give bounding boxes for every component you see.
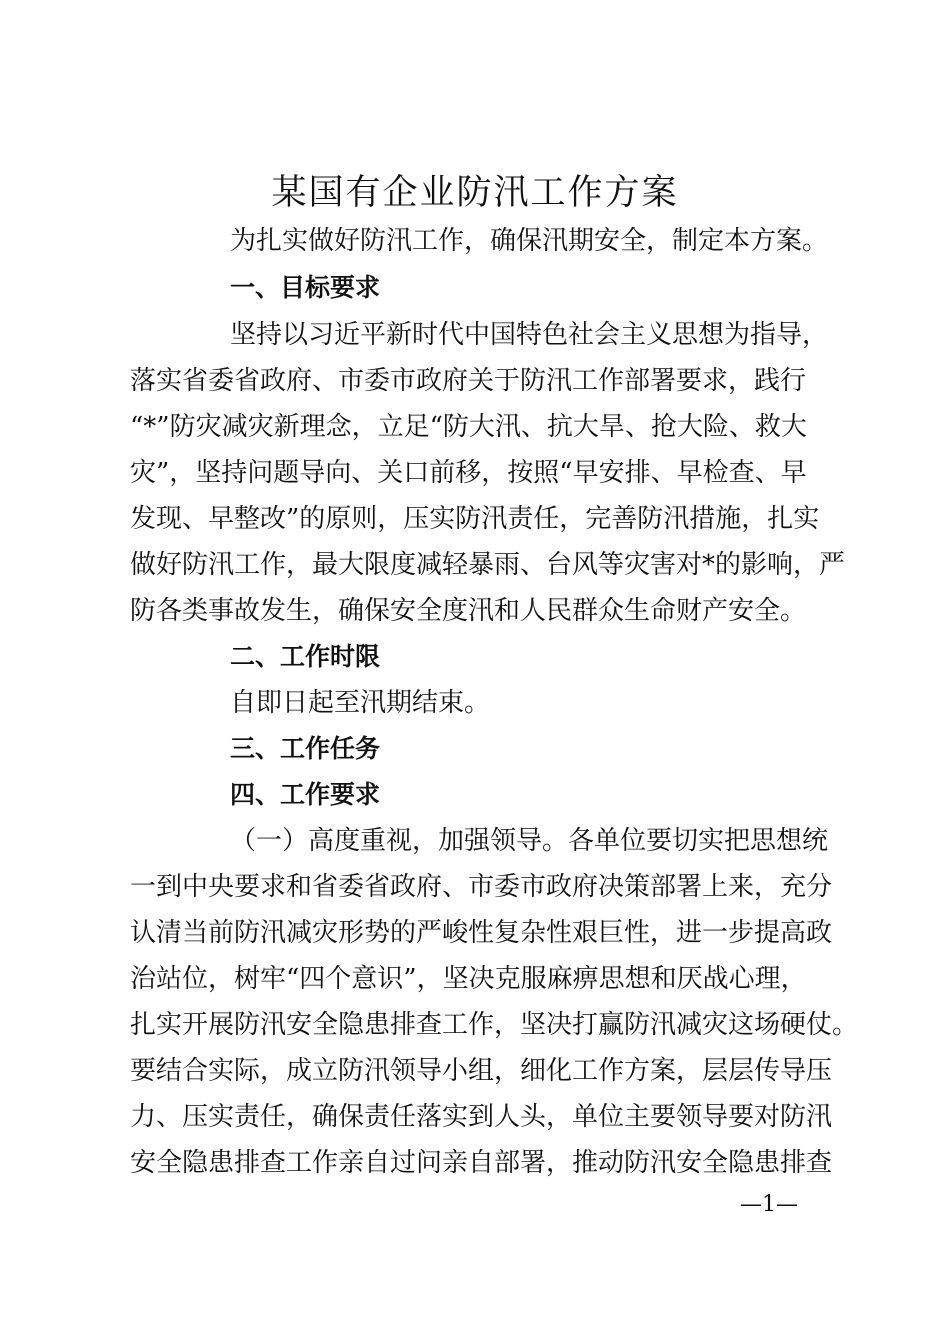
body-line: 一到中央要求和省委省政府、市委市政府决策部署上来，充分: [130, 872, 833, 902]
body-line: 要结合实际，成立防汛领导小组，细化工作方案，层层传导压: [130, 1056, 833, 1086]
body-line: 防各类事故发生，确保安全度汛和人民群众生命财产安全。: [130, 596, 807, 626]
page-number: —1—: [740, 1192, 798, 1217]
body-line: 扎实开展防汛安全隐患排查工作，坚决打赢防汛减灾这场硬仗。: [130, 1010, 859, 1040]
intro-paragraph: 为扎实做好防汛工作，确保汛期安全，制定本方案。: [230, 226, 829, 256]
body-line: （一）高度重视，加强领导。各单位要切实把思想统: [230, 826, 829, 856]
body-line: 认清当前防汛减灾形势的严峻性复杂性艰巨性，进一步提高政: [130, 918, 833, 948]
body-line: “*”防灾减灾新理念，立足“防大汛、抗大旱、抢大险、救大: [130, 412, 807, 442]
body-line: 自即日起至汛期结束。: [230, 688, 491, 718]
section-heading-requirements: 四、工作要求: [230, 780, 381, 809]
body-line: 落实省委省政府、市委市政府关于防汛工作部署要求，践行: [130, 366, 807, 396]
body-line: 安全隐患排查工作亲自过问亲自部署，推动防汛安全隐患排查: [130, 1148, 833, 1178]
section-heading-tasks: 三、工作任务: [230, 734, 381, 763]
document-title: 某国有企业防汛工作方案: [271, 173, 679, 213]
body-line: 治站位，树牢“四个意识”，坚决克服麻痹思想和厌战心理，: [130, 964, 807, 994]
body-line: 灾”，坚持问题导向、关口前移，按照“早安排、早检查、早: [130, 458, 807, 488]
body-line: 发现、早整改”的原则，压实防汛责任，完善防汛措施，扎实: [130, 504, 820, 534]
section-heading-goals: 一、目标要求: [230, 273, 381, 302]
body-line: 坚持以习近平新时代中国特色社会主义思想为指导，: [230, 320, 829, 350]
section-heading-timeline: 二、工作时限: [230, 642, 381, 671]
body-line: 做好防汛工作，最大限度减轻暴雨、台风等灾害对*的影响，严: [130, 550, 846, 580]
body-line: 力、压实责任，确保责任落实到人头，单位主要领导要对防汛: [130, 1102, 833, 1132]
